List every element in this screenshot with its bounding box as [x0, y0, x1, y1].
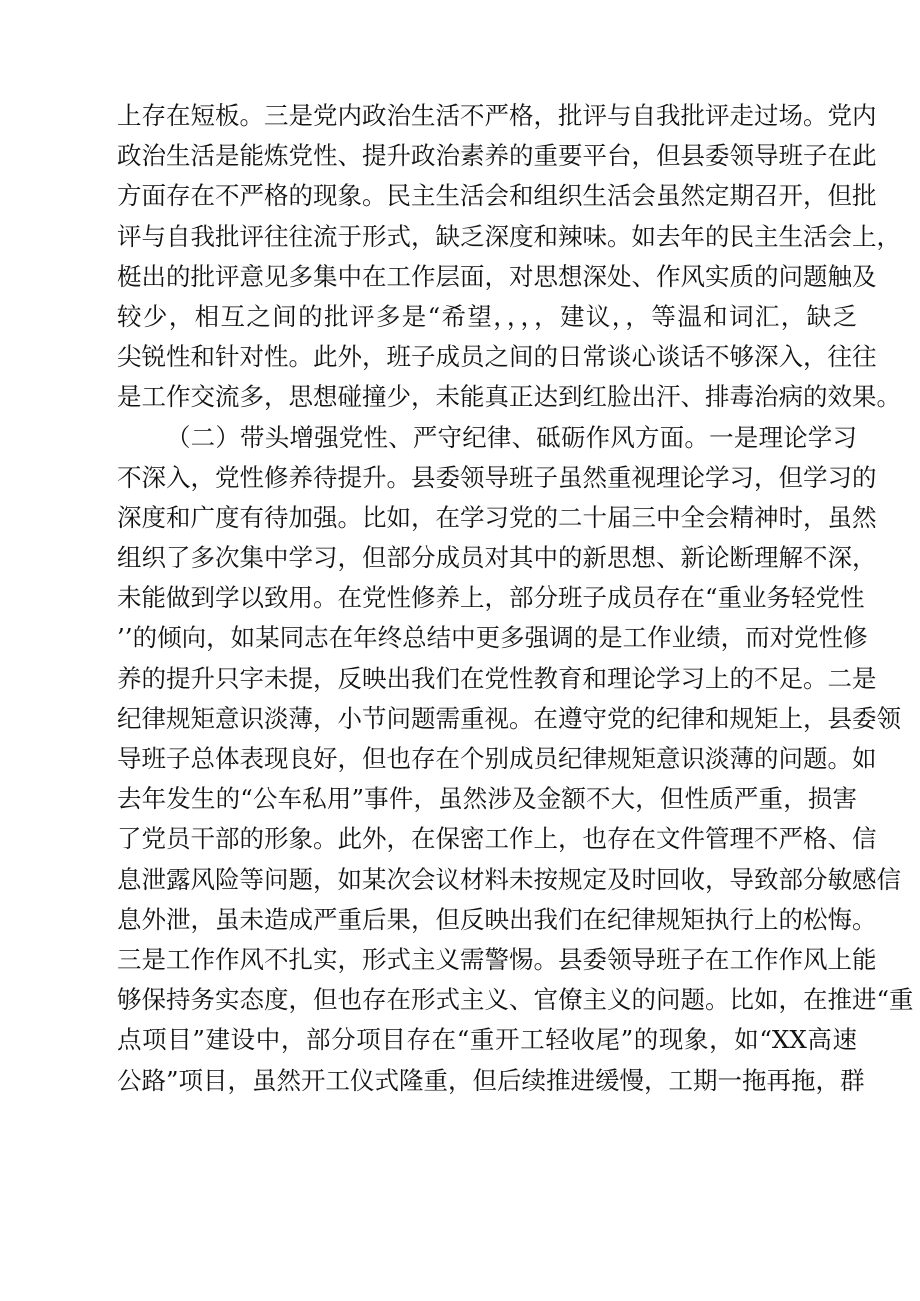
text-line: 去年发生的“公车私用”事件，虽然涉及金额不大，但性质严重，损害: [117, 784, 857, 814]
text-line: 组织了多次集中学习，但部分成员对其中的新思想、新论断理解不深，: [117, 543, 877, 573]
text-line: 政治生活是能炼党性、提升政治素养的重要平台，但县委领导班子在此: [117, 141, 877, 171]
text-line: 未能做到学以致用。在党性修养上，部分班子成员存在“重业务轻党性: [117, 583, 865, 613]
text-line: ’’的倾向，如某同志在年终总结中更多强调的是工作业绩，而对党性修: [117, 623, 868, 653]
text-line: 够保持务实态度，但也存在形式主义、官僚主义的问题。比如，在推进“重: [117, 985, 914, 1015]
text-line: 了党员干部的形象。此外，在保密工作上，也存在文件管理不严格、信: [117, 824, 877, 854]
text-line: 息外泄，虽未造成严重后果，但反映出我们在纪律规矩执行上的松悔。: [117, 904, 877, 934]
text-line: 息泄露风险等问题，如某次会议材料未按规定及时回收，导致部分敏感信: [117, 864, 901, 894]
text-line: 上存在短板。三是党内政治生活不严格，批评与自我批评走过场。党内: [117, 101, 877, 130]
text-line: 梃出的批评意见多集中在工作层面，对思想深处、作风实质的问题触及: [117, 261, 877, 291]
text-line: 深度和广度有待加强。比如，在学习党的二十届三中全会精神时，虽然: [117, 502, 877, 532]
text-line: 不深入，党性修养待提升。县委领导班子虽然重视理论学习，但学习的: [117, 462, 877, 492]
body-text: [117, 96, 914, 1101]
text-line: 三是工作作风不扎实，形式主义需警惕。县委领导班子在工作作风上能: [117, 944, 877, 974]
section-heading-line: （二）带头增强党性、严守纪律、砥砺作风方面。一是理论学习: [166, 422, 857, 452]
text-line: 导班子总体表现良好，但也存在个别成员纪律规矩意识淡薄的问题。如: [117, 744, 877, 773]
text-line: 较少，相互之间的批评多是“希望，，，，建议，，等温和词汇，缺乏: [117, 301, 857, 331]
text-line: 评与自我批评往往流于形式，缺乏深度和辣味。如去年的民主生活会上，: [117, 221, 901, 251]
text-line: 方面存在不严格的现象。民主生活会和组织生活会虽然定期召开，但批: [117, 181, 877, 211]
text-line: 尖锐性和针对性。此外，班子成员之间的日常谈心谈话不够深入，往往: [117, 342, 877, 372]
text-line: 点项目”建设中，部分项目存在“重开工轻收尾”的现象，如“XX高速: [117, 1025, 857, 1055]
text-line: 是工作交流多，思想碰撞少，未能真正达到红脸出汗、排毒治病的效果。: [117, 382, 901, 412]
text-line: 公路”项目，虽然开工仪式隆重，但后续推进缓慢，工期一拖再拖，群: [117, 1065, 865, 1095]
text-line: 纪律规矩意识淡薄，小节问题需重视。在遵守党的纪律和规矩上，县委领: [117, 703, 901, 733]
text-line: 养的提升只字未提，反映出我们在党性教育和理论学习上的不足。二是: [117, 663, 877, 693]
